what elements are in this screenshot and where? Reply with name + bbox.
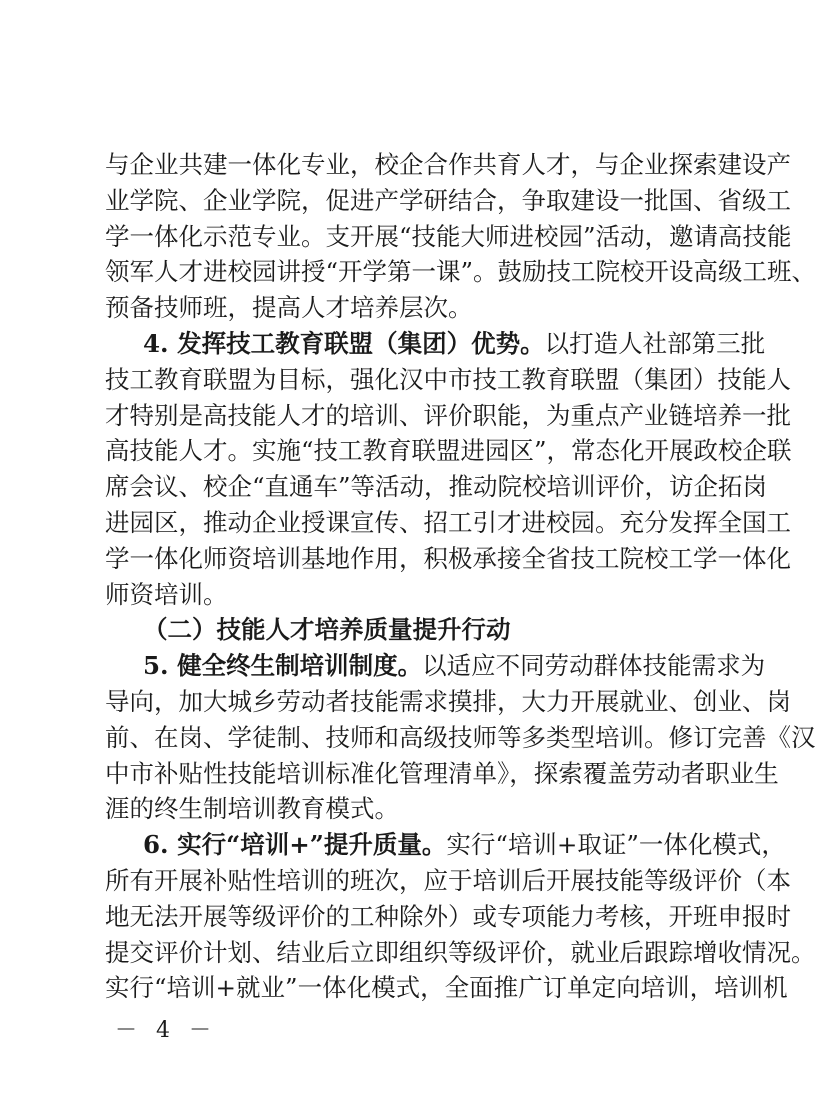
paragraph-line: 业学院、企业学院，促进产学研结合，争取建设一批国、省级工	[105, 186, 791, 215]
paragraph-line: 领军人才进校园讲授“开学第一课”。鼓励技工院校开设高级工班、	[105, 257, 816, 286]
paragraph-line: 进园区，推动企业授课宣传、招工引才进校园。充分发挥全国工	[105, 508, 791, 537]
paragraph-line: 高技能人才。实施“技工教育联盟进园区”，常态化开展政校企联	[105, 436, 792, 465]
paragraph-line: 实行“培训+就业”一体化模式，全面推广订单定向培训，培训机	[105, 973, 788, 1002]
paragraph-line: 地无法开展等级评价的工种除外）或专项能力考核，开班申报时	[105, 902, 791, 931]
item-6-text: 实行“培训+取证”一体化模式，	[446, 830, 786, 859]
paragraph-line: 所有开展补贴性培训的班次，应于培训后开展技能等级评价（本	[105, 866, 791, 895]
item-4-title: 4. 发挥技工教育联盟（集团）优势。	[143, 329, 545, 358]
paragraph-line: 才特别是高技能人才的培训、评价职能，为重点产业链培养一批	[105, 401, 791, 430]
item-5-heading-line	[143, 651, 766, 681]
paragraph-line: 涯的终生制培训教育模式。	[105, 794, 399, 823]
paragraph-line: 提交评价计划、结业后立即组织等级评价，就业后跟踪增收情况。	[105, 938, 816, 967]
paragraph-line: 席会议、校企“直通车”等活动，推动院校培训评价，访企拓岗	[105, 472, 768, 501]
item-5-text: 以适应不同劳动群体技能需求为	[422, 651, 766, 680]
item-6-title: 6. 实行“培训+”提升质量。	[143, 830, 447, 859]
paragraph-line: 中市补贴性技能培训标准化管理清单》，探索覆盖劳动者职业生	[105, 759, 779, 788]
item-4-text: 以打造人社部第三批	[544, 329, 766, 358]
item-5-title: 5. 健全终生制培训制度。	[143, 651, 423, 680]
paragraph-line: 导向，加大城乡劳动者技能需求摸排，大力开展就业、创业、岗	[105, 687, 791, 716]
paragraph-line: 学一体化示范专业。支开展“技能大师进校园”活动，邀请高技能	[105, 222, 792, 251]
paragraph-line: 师资培训。	[105, 580, 228, 609]
section-heading: （二）技能人才培养质量提升行动	[143, 615, 511, 644]
paragraph-line: 前、在岗、学徒制、技师和高级技师等多类型培训。修订完善《汉	[105, 723, 816, 752]
item-6-heading-line	[143, 830, 786, 860]
item-4-heading-line	[143, 329, 766, 359]
paragraph-line: 预备技师班，提高人才培养层次。	[105, 293, 473, 322]
paragraph-line: 学一体化师资培训基地作用，积极承接全省技工院校工学一体化	[105, 544, 791, 573]
page-number: － 4 －	[115, 1018, 217, 1043]
paragraph-line: 与企业共建一体化专业，校企合作共育人才，与企业探索建设产	[105, 150, 791, 179]
paragraph-line: 技工教育联盟为目标，强化汉中市技工教育联盟（集团）技能人	[105, 365, 791, 394]
